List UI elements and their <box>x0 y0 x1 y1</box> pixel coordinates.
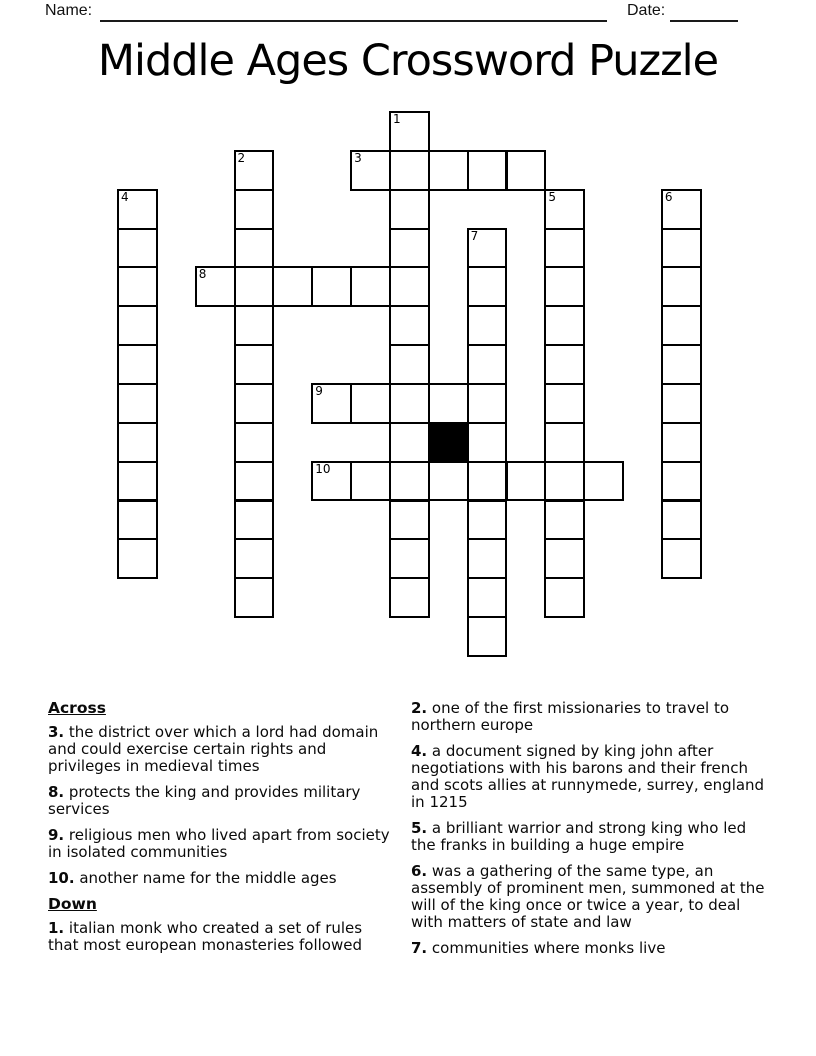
cell-number: 6 <box>664 189 673 204</box>
answer-cell <box>389 577 430 618</box>
answer-cell <box>195 266 236 307</box>
answer-cell <box>389 461 430 502</box>
answer-cell <box>234 383 275 424</box>
cell-number: 2 <box>237 150 246 165</box>
answer-cell <box>661 189 702 230</box>
answer-cell <box>389 344 430 385</box>
cell-number: 8 <box>198 267 207 282</box>
answer-cell <box>117 305 158 346</box>
name-label: Name: <box>45 2 93 19</box>
answer-cell <box>117 189 158 230</box>
answer-cell <box>661 422 702 463</box>
answer-cell <box>467 383 508 424</box>
cell-number: 4 <box>121 189 129 204</box>
answer-cell <box>467 344 508 385</box>
answer-cell <box>544 228 585 269</box>
cell-number: 9 <box>315 383 323 398</box>
answer-cell <box>311 383 352 424</box>
answer-cell <box>117 461 158 502</box>
answer-cell <box>467 305 508 346</box>
answer-cell <box>661 305 702 346</box>
answer-cell <box>583 461 624 502</box>
answer-cell <box>350 383 391 424</box>
answer-cell <box>389 150 430 191</box>
cell-number: 3 <box>354 150 362 165</box>
answer-cell <box>544 383 585 424</box>
clue: 10. another name for the middle ages <box>48 869 337 887</box>
clue: 3. the district over which a lord had domain and could exercise certain rights and privileges in medieval times <box>48 723 379 775</box>
answer-cell <box>428 383 469 424</box>
answer-cell <box>467 150 508 191</box>
answer-cell <box>389 538 430 579</box>
answer-cell <box>234 266 275 307</box>
clue-number: 1. <box>48 919 65 937</box>
clue-number: 10. <box>48 869 75 887</box>
answer-cell <box>544 422 585 463</box>
clue-number: 8. <box>48 783 65 801</box>
answer-cell <box>234 305 275 346</box>
answer-cell <box>234 228 275 269</box>
answer-cell <box>428 150 469 191</box>
answer-cell <box>117 228 158 269</box>
cell-number: 1 <box>392 112 401 126</box>
clues-right-column <box>411 700 767 966</box>
clue: 5. a brilliant warrior and strong king who led the franks in building a huge empire <box>411 819 747 854</box>
clue-number: 2. <box>411 699 428 717</box>
answer-cell <box>544 344 585 385</box>
black-cell <box>428 422 469 463</box>
answer-cell <box>117 266 158 307</box>
answer-cell <box>544 500 585 541</box>
answer-cell <box>234 422 275 463</box>
answer-cell <box>544 266 585 307</box>
answer-cell <box>661 461 702 502</box>
answer-cell <box>117 500 158 541</box>
name-blank-line <box>100 1 607 22</box>
clue: 4. a document signed by king john after negotiations with his barons and their french and scots allies at runnymede, surrey, england in 1215 <box>411 742 765 811</box>
answer-cell <box>389 500 430 541</box>
date-blank-line <box>670 1 738 22</box>
answer-cell <box>467 266 508 307</box>
answer-cell <box>428 461 469 502</box>
answer-cell <box>467 461 508 502</box>
answer-cell <box>234 538 275 579</box>
answer-cell <box>117 383 158 424</box>
answer-cell <box>467 422 508 463</box>
clue-section-heading: Down <box>48 895 97 913</box>
answer-cell <box>544 538 585 579</box>
answer-cell <box>117 422 158 463</box>
answer-cell <box>544 189 585 230</box>
answer-cell <box>389 228 430 269</box>
answer-cell <box>350 266 391 307</box>
answer-cell <box>389 111 430 152</box>
answer-cell <box>350 461 391 502</box>
date-label: Date: <box>627 2 666 19</box>
answer-cell <box>467 500 508 541</box>
clue-number: 7. <box>411 939 428 957</box>
clue: 9. religious men who lived apart from society in isolated communities <box>48 826 390 861</box>
answer-cell <box>389 266 430 307</box>
answer-cell <box>661 500 702 541</box>
answer-cell <box>311 461 352 502</box>
answer-cell <box>234 577 275 618</box>
clue-number: 5. <box>411 819 428 837</box>
answer-cell <box>544 305 585 346</box>
crossword-grid <box>117 111 702 657</box>
answer-cell <box>272 266 313 307</box>
answer-cell <box>234 500 275 541</box>
answer-cell <box>234 150 275 191</box>
clue: 2. one of the first missionaries to travel to northern europe <box>411 699 730 734</box>
answer-cell <box>311 266 352 307</box>
clue: 8. protects the king and provides military services <box>48 783 361 818</box>
clue-number: 3. <box>48 723 65 741</box>
answer-cell <box>544 577 585 618</box>
clue-number: 6. <box>411 862 428 880</box>
page-title: Middle Ages Crossword Puzzle <box>97 36 719 86</box>
answer-cell <box>661 344 702 385</box>
answer-cell <box>389 383 430 424</box>
answer-cell <box>234 344 275 385</box>
answer-cell <box>117 344 158 385</box>
answer-cell <box>544 461 585 502</box>
clue-section-heading: Across <box>48 699 106 717</box>
answer-cell <box>234 461 275 502</box>
answer-cell <box>117 538 158 579</box>
answer-cell <box>389 305 430 346</box>
answer-cell <box>350 150 391 191</box>
clues-left-column <box>48 700 390 963</box>
answer-cell <box>661 538 702 579</box>
answer-cell <box>467 228 508 269</box>
cell-number: 10 <box>315 461 331 476</box>
cell-number: 5 <box>548 189 556 204</box>
answer-cell <box>389 189 430 230</box>
clue: 1. italian monk who created a set of rules that most european monasteries followed <box>48 919 363 954</box>
answer-cell <box>467 577 508 618</box>
clue: 7. communities where monks live <box>411 939 666 957</box>
clue-number: 4. <box>411 742 428 760</box>
answer-cell <box>661 383 702 424</box>
clue-number: 9. <box>48 826 65 844</box>
answer-cell <box>661 228 702 269</box>
answer-cell <box>389 422 430 463</box>
answer-cell <box>234 189 275 230</box>
answer-cell <box>506 461 547 502</box>
cell-number: 7 <box>470 228 479 243</box>
answer-cell <box>467 538 508 579</box>
clue: 6. was a gathering of the same type, an assembly of prominent men, summoned at the will of the king once or twice a year, to deal with matters of state and law <box>411 862 765 931</box>
answer-cell <box>661 266 702 307</box>
answer-cell <box>467 616 508 657</box>
answer-cell <box>506 150 547 191</box>
